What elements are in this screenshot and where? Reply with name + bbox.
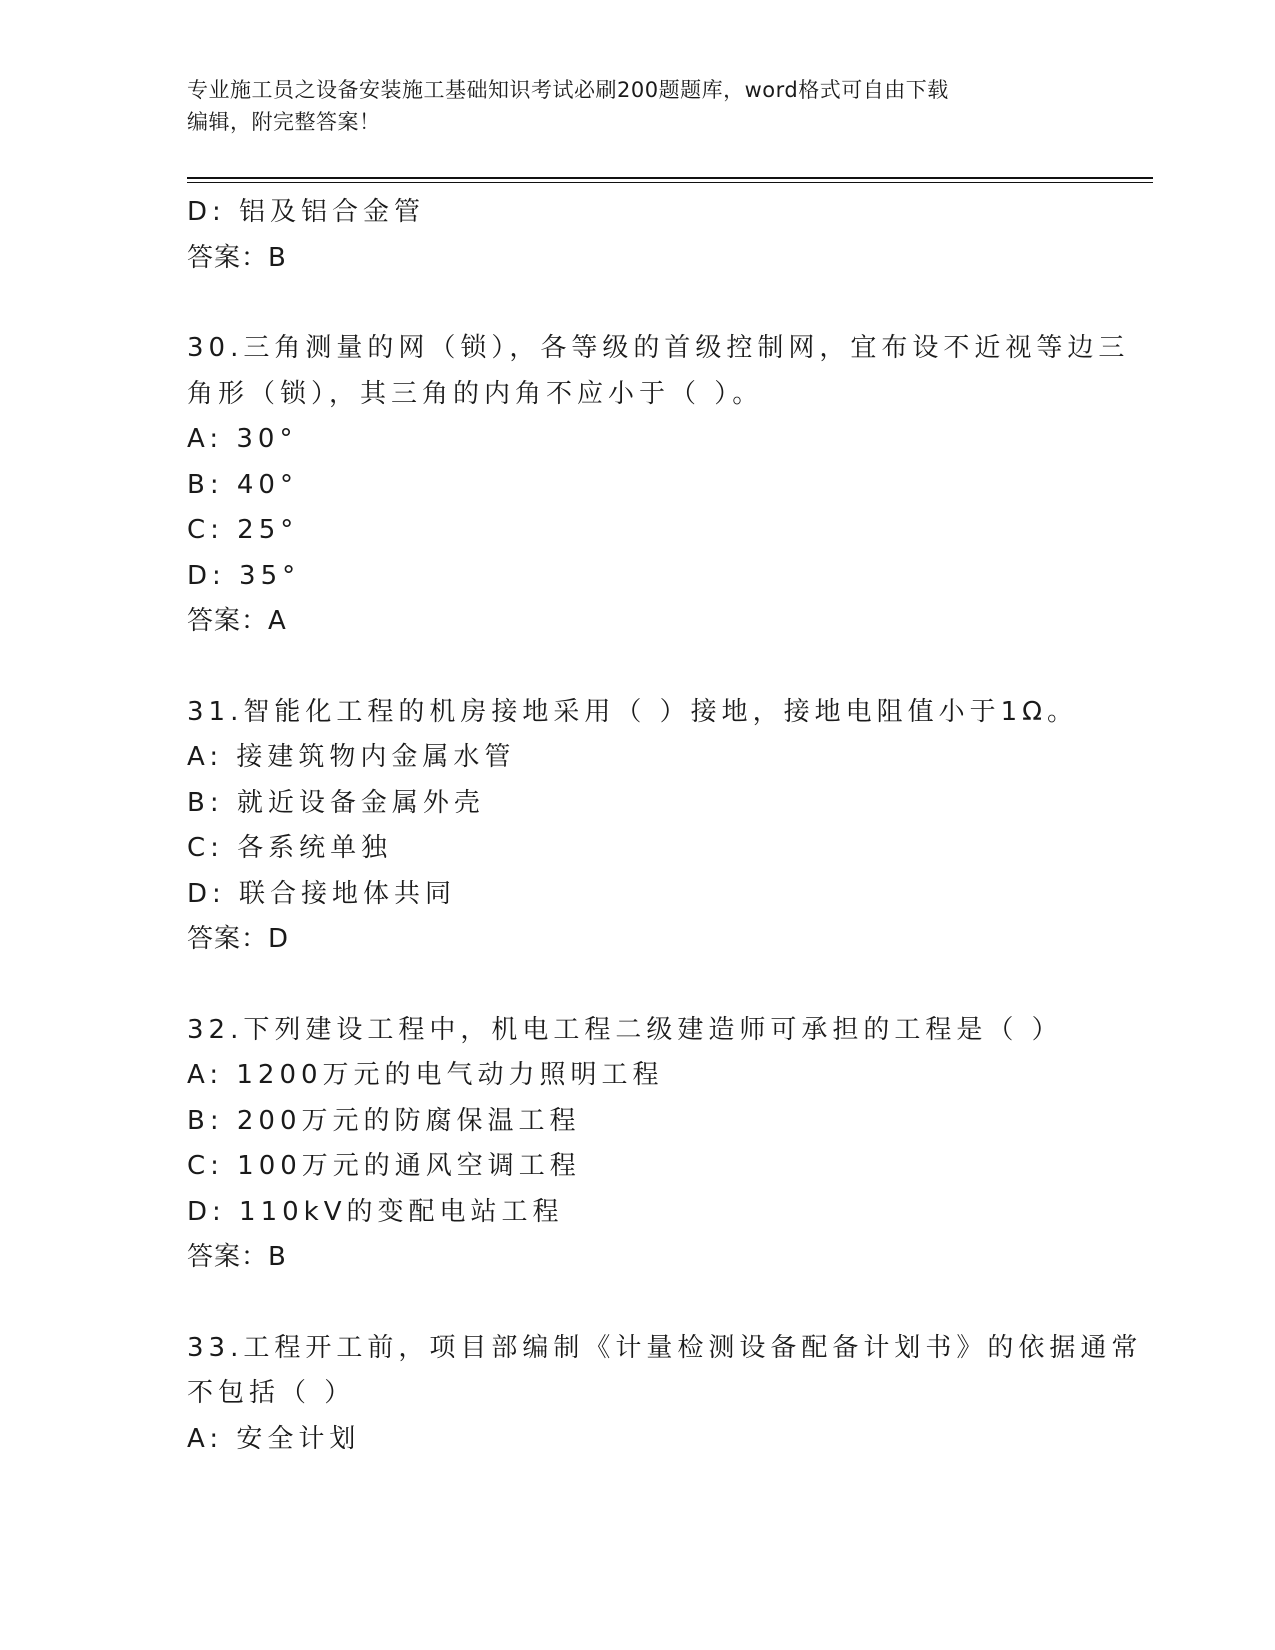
option-b: B: 就近设备金属外壳 [187,787,485,818]
question-text-line: 角形（锁），其三角的内角不应小于（ ）。 [187,378,764,409]
question-text-line: 不包括（ ） [187,1378,356,1408]
question-text-line: 30.三角测量的网（锁），各等级的首级控制网，宜布设不近视等边三 [187,333,1130,363]
question-text-line: 32.下列建设工程中，机电工程二级建造师可承担的工程是（ ） [187,1014,1063,1045]
question-text-line: 31.智能化工程的机房接地采用（ ）接地，接地电阻值小于1Ω。 [187,696,1079,727]
option-b: B: 200万元的防腐保温工程 [187,1105,581,1136]
header-rule-thin [187,182,1153,183]
option-a: A: 接建筑物内金属水管 [187,742,516,772]
option-c: C: 25° [187,515,299,545]
option-b: B: 40° [187,469,298,500]
question-30 [187,326,1130,645]
option-a: A: 安全计划 [187,1423,361,1454]
answer: 答案：D [187,924,290,954]
option-a: A: 30° [187,424,298,454]
option-d: D: 35° [187,560,301,591]
answer: 答案：A [187,606,287,636]
question-31 [187,690,1107,963]
option-a: A: 1200万元的电气动力照明工程 [187,1060,664,1090]
option-d: D: 联合接地体共同 [187,878,457,909]
question-33 [187,1326,1143,1463]
answer: 答案：B [187,1242,287,1272]
header-line-2: 编辑，附完整答案！ [187,110,381,134]
question-text-line: 33.工程开工前，项目部编制《计量检测设备配备计划书》的依据通常 [187,1332,1143,1363]
question-content [187,190,1143,1462]
question-32 [187,1008,1107,1281]
prev-option-d: D: 铝及铝合金管 [187,197,426,227]
header-rule-thick [187,177,1153,179]
option-c: C: 100万元的通风空调工程 [187,1151,581,1181]
option-d: D: 110kV的变配电站工程 [187,1196,564,1227]
header-line-1: 专业施工员之设备安装施工基础知识考试必刷200题题库，word格式可自由下载 [187,78,949,102]
document-header [187,74,1067,138]
option-c: C: 各系统单独 [187,833,393,863]
prev-answer: 答案：B [187,242,287,273]
